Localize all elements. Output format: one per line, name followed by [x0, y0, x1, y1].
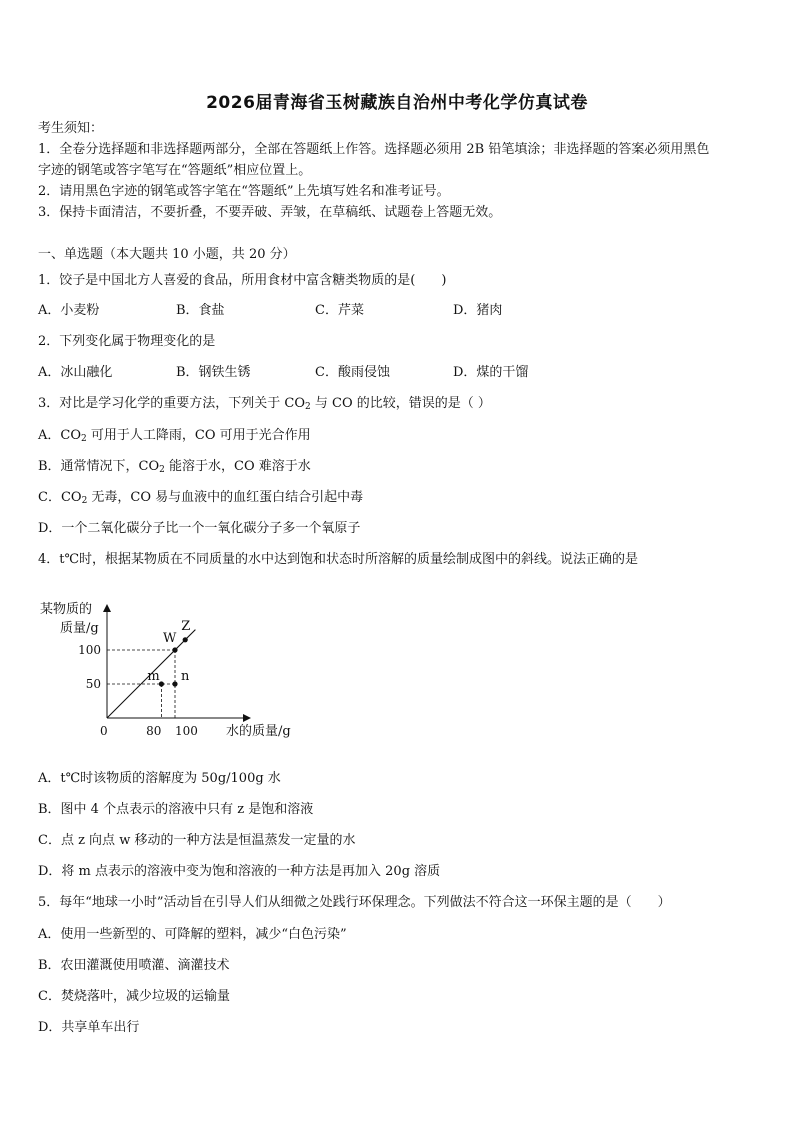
notice-item-1b: 字迹的钢笔或答字笔写在“答题纸”相应位置上。 — [38, 163, 312, 178]
q1-stem: 1．饺子是中国北方人喜爱的食品，所用食材中富含糖类物质的是( ) — [38, 273, 447, 288]
data-point-n — [172, 681, 177, 686]
q5-stem: 5．每年“地球一小时”活动旨在引导人们从细微之处践行环保理念。下列做法不符合这一环保主题的是（ ） — [38, 895, 671, 910]
q3-option-b[interactable]: B．通常情况下，$CO_2$ 能溶于水，CO 难溶于水 — [38, 459, 311, 475]
x-tick-label: 100 — [175, 724, 198, 738]
q4-option-a[interactable]: A．t℃时该物质的溶解度为 50g/100g 水 — [38, 771, 281, 786]
notice-header: 考生须知： — [38, 121, 104, 136]
q4-option-d[interactable]: D．将 m 点表示的溶液中变为饱和溶液的一种方法是再加入 20g 溶质 — [38, 864, 441, 879]
q5-option-d[interactable]: D．共享单车出行 — [38, 1020, 140, 1035]
notice-item-2: 2．请用黑色字迹的钢笔或答字笔在“答题纸”上先填写姓名和准考证号。 — [38, 184, 450, 199]
q2-stem: 2．下列变化属于物理变化的是 — [38, 334, 216, 349]
q4-option-b[interactable]: B．图中 4 个点表示的溶液中只有 z 是饱和溶液 — [38, 802, 314, 817]
q2-option-c[interactable]: C．酸雨侵蚀 — [315, 365, 390, 380]
q3-option-d[interactable]: D．一个二氧化碳分子比一个一氧化碳分子多一个氧原子 — [38, 521, 361, 536]
section-heading: 一、单选题（本大题共 10 小题，共 20 分） — [38, 247, 296, 262]
q4-option-c[interactable]: C．点 z 向点 w 移动的一种方法是恒温蒸发一定量的水 — [38, 833, 356, 848]
q3-option-a[interactable]: A．$CO_2$ 可用于人工降雨，CO 可用于光合作用 — [38, 428, 311, 444]
y-axis-label-line1: 某物质的 — [40, 602, 93, 617]
q2-option-b[interactable]: B．钢铁生锈 — [176, 365, 251, 380]
point-label-m: m — [147, 669, 160, 684]
origin-label: 0 — [100, 724, 108, 738]
q5-option-a[interactable]: A．使用一些新型的、可降解的塑料，减少“白色污染” — [38, 927, 347, 942]
q5-option-c[interactable]: C．焚烧落叶，减少垃圾的运输量 — [38, 989, 230, 1004]
notice-item-3: 3．保持卡面清洁，不要折叠，不要弄破、弄皱，在草稿纸、试题卷上答题无效。 — [38, 205, 502, 220]
q1-option-d[interactable]: D．猪肉 — [453, 303, 503, 318]
q2-option-d[interactable]: D．煤的干馏 — [453, 365, 529, 380]
data-point-w — [172, 647, 177, 652]
y-axis-label-line2: 质量/g — [60, 621, 99, 636]
q2-option-a[interactable]: A．冰山融化 — [38, 365, 113, 380]
q1-option-c[interactable]: C．芹菜 — [315, 303, 364, 318]
page-title: 2026届青海省玉树藏族自治州中考化学仿真试卷 — [206, 93, 588, 113]
point-label-w: W — [163, 631, 177, 646]
q4-stem: 4．t℃时，根据某物质在不同质量的水中达到饱和状态时所溶解的质量绘制成图中的斜线。说法正确的是 — [38, 552, 639, 567]
solubility-chart — [30, 595, 330, 745]
q1-option-b[interactable]: B．食盐 — [176, 303, 225, 318]
x-tick-label: 80 — [146, 724, 162, 738]
point-label-n: n — [181, 669, 190, 684]
q3-stem: 3．对比是学习化学的重要方法，下列关于 $CO_2$ 与 CO 的比较，错误的是（ ） — [38, 396, 491, 412]
q5-option-b[interactable]: B．农田灌溉使用喷灌、滴灌技术 — [38, 958, 230, 973]
q3-option-c[interactable]: C．$CO_2$ 无毒，CO 易与血液中的血红蛋白结合引起中毒 — [38, 490, 364, 506]
data-point-z — [183, 637, 188, 642]
notice-item-1a: 1．全卷分选择题和非选择题两部分，全部在答题纸上作答。选择题必须用 2B 铅笔填涂；非选择题的答案必须用黑色 — [38, 142, 710, 157]
x-axis-label: 水的质量/g — [226, 724, 291, 739]
y-tick-label: 100 — [78, 643, 101, 657]
q1-option-a[interactable]: A．小麦粉 — [38, 303, 100, 318]
y-tick-label: 50 — [85, 677, 101, 691]
point-label-z: Z — [181, 618, 191, 634]
